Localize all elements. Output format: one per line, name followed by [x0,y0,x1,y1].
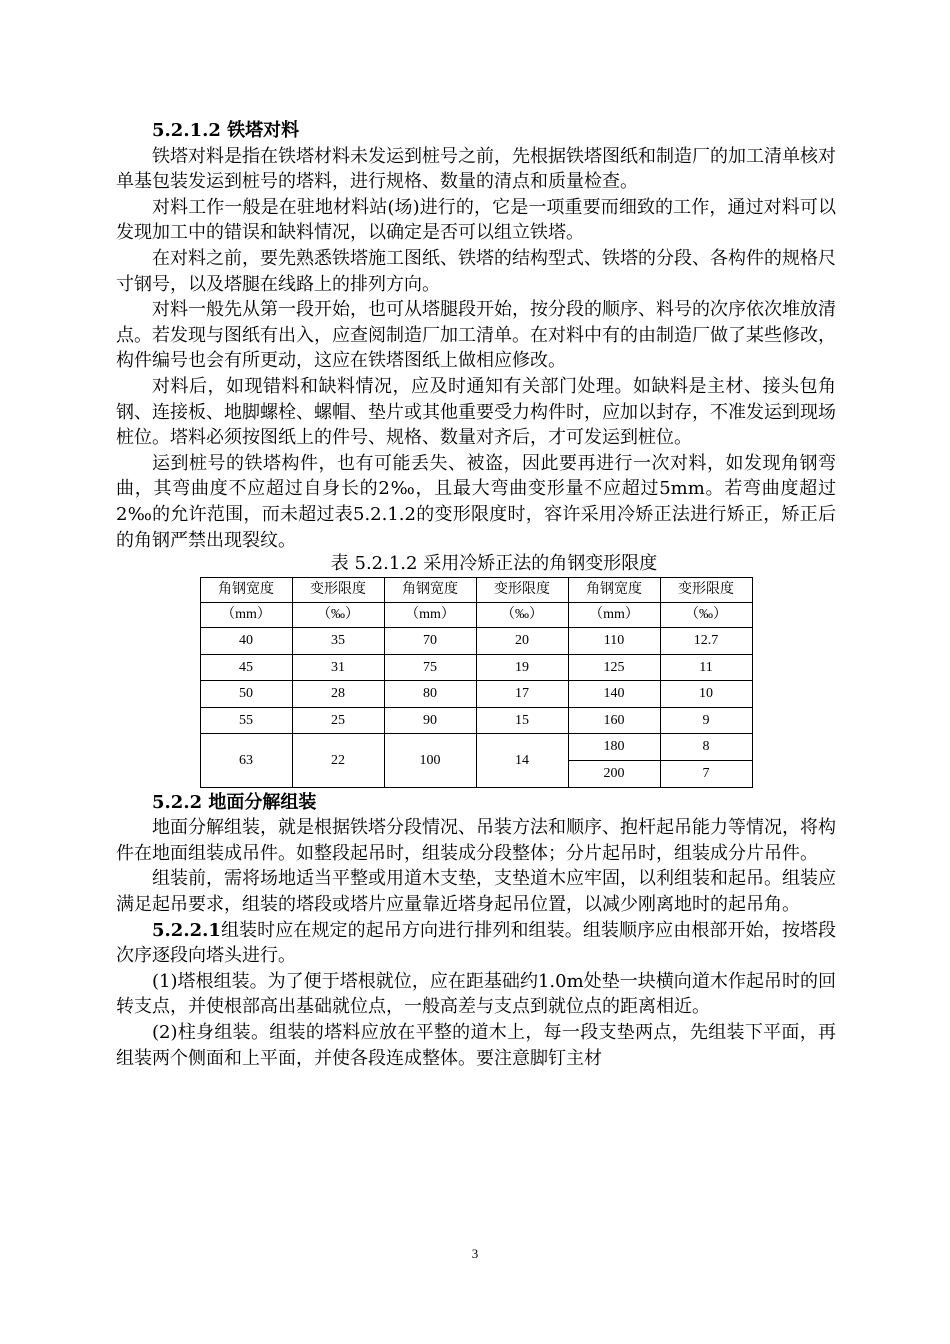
body-text [116,118,836,1071]
header-cell: 变形限度 [292,578,384,603]
table-cell: 50 [200,681,292,708]
paragraph: 组装前，需将场地适当平整或用道木支垫，支垫道木应牢固，以利组装和起吊。组装应满足起吊要求，组装的塔段或塔片应量靠近塔身起吊位置，以减少刚离地时的起吊角。 [116,868,836,916]
table-row [200,681,752,708]
table-cell: 110 [568,628,660,655]
header-cell: 变形限度 [660,578,752,603]
table-cell: 75 [384,654,476,681]
header-unit-cell: （‰） [476,603,568,628]
section-5212-heading: 5.2.1.2 铁塔对料 [152,120,300,141]
section-5221-paragraph [116,918,836,969]
paragraph: 对料工作一般是在驻地材料站(场)进行的，它是一项重要而细致的工作，通过对料可以发现加工中的错误和缺料情况，以确定是否可以组立铁塔。 [116,196,836,244]
paragraph: 运到桩号的铁塔构件，也有可能丢失、被盗，因此要再进行一次对料，如发现角钢弯曲，其弯曲度不应超过自身长的2‰，且最大弯曲变形量不应超过5mm。若弯曲度超过2‰的允许范围，而未超过表5.2.1.2的变形限度时，容许采用冷矫正法进行矫正，矫正后的角钢严禁出现裂纹。 [116,452,836,551]
table-cell: 28 [292,681,384,708]
table-cell: 10 [660,681,752,708]
paragraph: 对料一般先从第一段开始，也可从塔腿段开始，按分段的顺序、料号的次序依次堆放清点。若发现与图纸有出入，应查阅制造厂加工清单。在对料中有的由制造厂做了某些修改，构件编号也会有所更动，这应在铁塔图纸上做相应修改。 [116,299,836,372]
header-cell: 角钢宽度 [384,578,476,603]
table-cell: 22 [292,734,384,787]
table-header-row-1 [200,578,752,603]
table-cell: 12.7 [660,628,752,655]
header-unit-cell: （mm） [200,603,292,628]
header-unit-cell: （‰） [292,603,384,628]
table-header-row-2 [200,603,752,628]
section-5221-number: 5.2.2.1 [152,919,221,941]
table-cell: 160 [568,707,660,734]
table-cell: 9 [660,707,752,734]
table-cell: 80 [384,681,476,708]
paragraph: 铁塔对料是指在铁塔材料未发运到桩号之前，先根据铁塔图纸和制造厂的加工清单核对单基包装发运到桩号的塔料，进行规格、数量的清点和质量检查。 [116,145,836,193]
table-cell: 11 [660,654,752,681]
table-cell: 40 [200,628,292,655]
table-cell: 70 [384,628,476,655]
page-number: 3 [471,1246,479,1261]
table-cell: 200 [568,761,660,788]
header-cell: 变形限度 [476,578,568,603]
table-cell: 8 [660,734,752,761]
paragraph: 对料后，如现错料和缺料情况，应及时通知有关部门处理。如缺料是主材、接头包角钢、连接板、地脚螺栓、螺帽、垫片或其他重要受力构件时，应加以封存，不准发运到现场桩位。塔料必须按图纸上的件号、规格、数量对齐后，才可发运到桩位。 [116,375,836,449]
table-cell: 125 [568,654,660,681]
table-row [200,628,752,655]
table-cell: 100 [384,734,476,787]
table-cell: 55 [200,707,292,734]
table-cell: 17 [476,681,568,708]
table-cell: 63 [200,734,292,787]
header-cell: 角钢宽度 [568,578,660,603]
table-cell: 14 [476,734,568,787]
table-cell: 7 [660,761,752,788]
table-cell: 31 [292,654,384,681]
table-cell: 19 [476,654,568,681]
header-unit-cell: （‰） [660,603,752,628]
table-cell: 90 [384,707,476,734]
paragraph: 地面分解组装，就是根据铁塔分段情况、吊装方法和顺序、抱杆起吊能力等情况，将构件在地面组装成吊件。如整段起吊时，组装成分段整体；分片起吊时，组装成分片吊件。 [116,817,836,864]
header-cell: 角钢宽度 [200,578,292,603]
table-caption: 表 5.2.1.2 采用冷矫正法的角钢变形限度 [330,553,658,575]
table-cell: 15 [476,707,568,734]
table-row [200,734,752,761]
table-cell: 25 [292,707,384,734]
table-row [200,707,752,734]
list-item: (1)塔根组装。为了便于塔根就位，应在距基础约1.0m处垫一块横向道木作起吊时的回转支点，并使根部高出基础就位点，一般高差与支点到就位点的距离相近。 [116,970,836,1018]
header-unit-cell: （mm） [384,603,476,628]
section-522-heading: 5.2.2 地面分解组装 [152,791,317,813]
table-cell: 45 [200,654,292,681]
list-item: (2)柱身组装。组装的塔料应放在平整的道木上，每一段支垫两点，先组装下平面，再组装两个侧面和上平面，并使各段连成整体。要注意脚钉主材 [116,1022,836,1069]
table-cell: 140 [568,681,660,708]
table-row [200,654,752,681]
paragraph: 在对料之前，要先熟悉铁塔施工图纸、铁塔的结构型式、铁塔的分段、各构件的规格尺寸钢号，以及塔腿在线路上的排列方向。 [116,247,836,295]
deformation-limit-table [200,577,753,788]
section-5221-text: 组装时应在规定的起吊方向进行排列和组装。组装顺序应由根部开始，按塔段次序逐段向塔头进行。 [116,919,836,967]
table-cell: 35 [292,628,384,655]
table-cell: 20 [476,628,568,655]
table-cell: 180 [568,734,660,761]
header-unit-cell: （mm） [568,603,660,628]
